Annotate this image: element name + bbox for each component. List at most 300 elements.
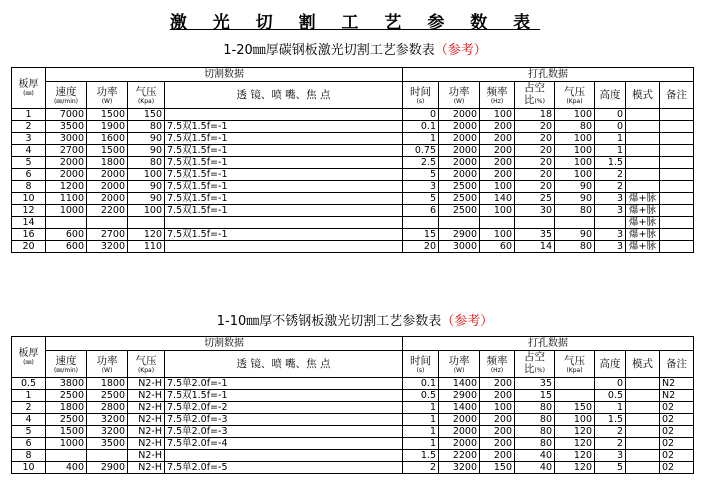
cell-pierce-gas: 120 [555, 462, 595, 474]
cell-mode [626, 157, 660, 169]
cell-thickness: 6 [12, 438, 46, 450]
cell-note [660, 229, 694, 241]
table1-subtitle [0, 39, 710, 58]
cell-note: 02 [660, 402, 694, 414]
cell-speed [46, 217, 87, 229]
header-power-label: 功率 [96, 354, 118, 367]
cell-speed: 400 [46, 462, 87, 474]
cell-speed: 2500 [46, 390, 87, 402]
header-height-label: 高度 [599, 89, 621, 101]
header-pierce-gas [555, 351, 595, 378]
header-height [595, 82, 626, 109]
cell-time: 1 [403, 414, 439, 426]
cell-speed: 600 [46, 241, 87, 253]
cell-note: 02 [660, 462, 694, 474]
cell-freq: 200 [480, 390, 515, 402]
cell-pierce-power: 2900 [439, 390, 480, 402]
cell-speed: 2500 [46, 414, 87, 426]
cell-power: 3200 [87, 241, 128, 253]
header-power [87, 351, 128, 378]
header-row-2 [12, 351, 694, 378]
cell-pierce-gas: 80 [555, 241, 595, 253]
stainless-steel-table [11, 336, 694, 474]
header-speed [46, 82, 87, 109]
header-mode [626, 351, 660, 378]
cell-duty: 20 [515, 145, 555, 157]
cell-power: 1800 [87, 157, 128, 169]
carbon-steel-table [11, 67, 694, 253]
cell-pierce-gas: 100 [555, 145, 595, 157]
cell-lens: 7.5单2.0f=-5 [165, 462, 403, 474]
cell-thickness: 10 [12, 462, 46, 474]
cell-pierce-gas: 100 [555, 109, 595, 121]
table-row [12, 438, 694, 450]
cell-pierce-gas: 120 [555, 426, 595, 438]
cell-pierce-power: 2500 [439, 181, 480, 193]
cell-gas: 100 [128, 205, 165, 217]
table-row [12, 462, 694, 474]
cell-speed: 1100 [46, 193, 87, 205]
cell-pierce-power: 2200 [439, 450, 480, 462]
cell-power: 1500 [87, 145, 128, 157]
table-row [12, 133, 694, 145]
cell-gas: 80 [128, 157, 165, 169]
group-pierce-header: 打孔数据 [403, 337, 694, 351]
header-speed-unit: (㎜/min) [53, 366, 79, 374]
cell-freq: 150 [480, 462, 515, 474]
header-freq-label: 频率 [486, 85, 508, 98]
header-thickness [12, 68, 46, 109]
cell-gas: 110 [128, 241, 165, 253]
cell-height: 0 [595, 109, 626, 121]
group-cut-header: 切割数据 [46, 68, 403, 82]
cell-freq: 100 [480, 181, 515, 193]
cell-gas: N2-H [128, 450, 165, 462]
header-lens-label: 透 镜、喷 嘴、焦 点 [236, 358, 331, 370]
cell-note [660, 181, 694, 193]
cell-duty: 20 [515, 157, 555, 169]
cell-height [595, 217, 626, 229]
table2-subtitle [0, 310, 710, 329]
cell-power: 2200 [87, 205, 128, 217]
cell-time: 2.5 [403, 157, 439, 169]
cell-pierce-gas: 100 [555, 414, 595, 426]
cell-power: 2500 [87, 390, 128, 402]
cell-speed: 3500 [46, 121, 87, 133]
cell-power: 2900 [87, 462, 128, 474]
cell-duty: 20 [515, 169, 555, 181]
header-gas [128, 351, 165, 378]
cell-lens: 7.5双1.5f=-1 [165, 133, 403, 145]
cell-lens: 7.5双1.5f=-1 [165, 181, 403, 193]
header-thickness-unit: (㎜) [23, 90, 34, 97]
cell-speed: 2000 [46, 157, 87, 169]
cell-duty: 40 [515, 450, 555, 462]
cell-lens [165, 241, 403, 253]
cell-freq: 200 [480, 414, 515, 426]
cell-power: 2700 [87, 229, 128, 241]
cell-lens [165, 450, 403, 462]
header-duty-label: 占空 [524, 351, 545, 363]
cell-time: 20 [403, 241, 439, 253]
header-thickness-label: 板厚 [18, 348, 39, 359]
header-note [660, 82, 694, 109]
cell-mode [626, 121, 660, 133]
header-row-2 [12, 82, 694, 109]
cell-note [660, 169, 694, 181]
table2-subtitle-ref: （参考） [441, 314, 494, 329]
cell-mode: 爆+脉 [626, 241, 660, 253]
cell-freq: 100 [480, 205, 515, 217]
cell-duty: 80 [515, 426, 555, 438]
cell-freq: 60 [480, 241, 515, 253]
cell-gas: N2-H [128, 390, 165, 402]
header-height [595, 351, 626, 378]
header-pierce-gas-unit: (Kpa) [566, 97, 583, 105]
table-row [12, 402, 694, 414]
cell-time: 1 [403, 133, 439, 145]
cell-freq: 100 [480, 109, 515, 121]
cell-freq: 200 [480, 426, 515, 438]
header-row-1 [12, 337, 694, 351]
cell-freq: 200 [480, 157, 515, 169]
header-pierce-power-unit: (W) [453, 366, 465, 374]
cell-height: 1 [595, 133, 626, 145]
cell-gas: 100 [128, 169, 165, 181]
cell-mode [626, 426, 660, 438]
header-thickness-label: 板厚 [18, 79, 39, 90]
cell-height: 5 [595, 462, 626, 474]
cell-note [660, 145, 694, 157]
cell-note [660, 133, 694, 145]
cell-time: 0.75 [403, 145, 439, 157]
header-thickness-unit: (㎜) [23, 359, 34, 366]
cell-mode [626, 109, 660, 121]
header-pierce-gas-unit: (Kpa) [566, 366, 583, 374]
cell-lens: 7.5双1.5f=-1 [165, 229, 403, 241]
header-pierce-power [439, 351, 480, 378]
cell-thickness: 20 [12, 241, 46, 253]
header-freq-label: 频率 [486, 354, 508, 367]
group-cut-header: 切割数据 [46, 337, 403, 351]
table-row [12, 109, 694, 121]
header-time-label: 时间 [410, 354, 431, 367]
header-duty-label-2: 比 [524, 94, 535, 106]
cell-speed: 1800 [46, 402, 87, 414]
cell-height: 3 [595, 229, 626, 241]
cell-lens: 7.5单2.0f=-2 [165, 402, 403, 414]
cell-power [87, 217, 128, 229]
cell-gas: 120 [128, 229, 165, 241]
cell-thickness: 2 [12, 402, 46, 414]
header-gas-label: 气压 [135, 354, 157, 367]
header-note [660, 351, 694, 378]
cell-duty: 15 [515, 390, 555, 402]
cell-mode: 爆+脉 [626, 217, 660, 229]
header-freq-unit: (Hz) [490, 97, 504, 105]
cell-freq: 140 [480, 193, 515, 205]
cell-gas: N2-H [128, 402, 165, 414]
cell-time: 15 [403, 229, 439, 241]
cell-note: 02 [660, 450, 694, 462]
cell-mode [626, 402, 660, 414]
header-pierce-gas-label: 气压 [564, 85, 585, 98]
header-gas [128, 82, 165, 109]
cell-power: 3200 [87, 414, 128, 426]
cell-duty: 14 [515, 241, 555, 253]
cell-freq: 200 [480, 121, 515, 133]
cell-lens: 7.5双1.5f=-1 [165, 157, 403, 169]
cell-thickness: 8 [12, 450, 46, 462]
cell-power: 3200 [87, 426, 128, 438]
table-row [12, 378, 694, 390]
table-row [12, 414, 694, 426]
cell-pierce-power: 2000 [439, 157, 480, 169]
cell-speed: 1000 [46, 438, 87, 450]
cell-note [660, 121, 694, 133]
table-row [12, 450, 694, 462]
cell-freq: 200 [480, 133, 515, 145]
cell-mode [626, 390, 660, 402]
cell-gas: N2-H [128, 414, 165, 426]
cell-pierce-power: 2000 [439, 121, 480, 133]
cell-lens: 7.5单2.0f=-3 [165, 426, 403, 438]
cell-duty: 30 [515, 205, 555, 217]
cell-duty: 25 [515, 193, 555, 205]
cell-height: 3 [595, 205, 626, 217]
group-pierce-header: 打孔数据 [403, 68, 694, 82]
cell-freq: 100 [480, 229, 515, 241]
cell-thickness: 14 [12, 217, 46, 229]
cell-freq [480, 217, 515, 229]
cell-lens: 7.5双1.5f=-1 [165, 169, 403, 181]
cell-time: 1.5 [403, 450, 439, 462]
cell-gas: 150 [128, 109, 165, 121]
cell-height: 1 [595, 402, 626, 414]
table-row [12, 217, 694, 229]
cell-time: 1 [403, 402, 439, 414]
header-mode-label: 模式 [632, 358, 653, 370]
cell-note [660, 217, 694, 229]
cell-speed: 3800 [46, 378, 87, 390]
header-pierce-power [439, 82, 480, 109]
cell-time: 3 [403, 181, 439, 193]
cell-note: N2 [660, 390, 694, 402]
cell-power: 2000 [87, 169, 128, 181]
cell-duty: 20 [515, 121, 555, 133]
cell-speed: 2700 [46, 145, 87, 157]
cell-pierce-gas: 150 [555, 402, 595, 414]
cell-pierce-gas: 100 [555, 157, 595, 169]
header-mode [626, 82, 660, 109]
cell-thickness: 6 [12, 169, 46, 181]
cell-freq: 200 [480, 169, 515, 181]
header-speed-label: 速度 [55, 85, 77, 98]
header-pierce-power-label: 功率 [448, 354, 470, 367]
cell-height: 2 [595, 438, 626, 450]
cell-height: 1 [595, 145, 626, 157]
cell-thickness: 3 [12, 133, 46, 145]
cell-duty: 40 [515, 462, 555, 474]
cell-power: 3500 [87, 438, 128, 450]
cell-height: 1.5 [595, 157, 626, 169]
cell-power: 1500 [87, 109, 128, 121]
cell-time: 6 [403, 205, 439, 217]
cell-thickness: 2 [12, 121, 46, 133]
cell-thickness: 4 [12, 414, 46, 426]
cell-time: 1 [403, 426, 439, 438]
cell-pierce-power: 2000 [439, 426, 480, 438]
cell-pierce-power [439, 217, 480, 229]
cell-thickness: 0.5 [12, 378, 46, 390]
header-duty-unit: (%) [534, 98, 545, 105]
header-note-label: 备注 [666, 358, 687, 370]
cell-thickness: 1 [12, 390, 46, 402]
cell-mode [626, 378, 660, 390]
cell-lens [165, 109, 403, 121]
cell-mode [626, 181, 660, 193]
header-speed [46, 351, 87, 378]
cell-power: 2000 [87, 181, 128, 193]
cell-height: 3 [595, 450, 626, 462]
cell-freq: 200 [480, 378, 515, 390]
cell-mode: 爆+脉 [626, 193, 660, 205]
cell-note [660, 205, 694, 217]
cell-mode [626, 414, 660, 426]
cell-pierce-gas: 90 [555, 193, 595, 205]
header-note-label: 备注 [666, 89, 687, 101]
cell-height: 2 [595, 169, 626, 181]
cell-time: 0.1 [403, 121, 439, 133]
cell-lens: 7.5双1.5f=-1 [165, 193, 403, 205]
cell-pierce-power: 3000 [439, 241, 480, 253]
header-duty-unit: (%) [534, 367, 545, 374]
cell-pierce-gas [555, 378, 595, 390]
cell-freq: 200 [480, 145, 515, 157]
cell-pierce-power: 2000 [439, 145, 480, 157]
cell-mode [626, 462, 660, 474]
table-row [12, 145, 694, 157]
header-duty [515, 82, 555, 109]
header-duty [515, 351, 555, 378]
cell-duty [515, 217, 555, 229]
table-row [12, 157, 694, 169]
cell-lens: 7.5双1.5f=-1 [165, 390, 403, 402]
header-freq [480, 351, 515, 378]
cell-speed: 7000 [46, 109, 87, 121]
cell-lens: 7.5单2.0f=-3 [165, 414, 403, 426]
table2-subtitle-main: 1-10㎜厚不锈钢板激光切割工艺参数表 [216, 314, 442, 329]
cell-power: 2000 [87, 193, 128, 205]
header-power [87, 82, 128, 109]
header-speed-label: 速度 [55, 354, 77, 367]
cell-speed: 1500 [46, 426, 87, 438]
cell-gas: N2-H [128, 426, 165, 438]
cell-power: 2800 [87, 402, 128, 414]
cell-lens: 7.5单2.0f=-4 [165, 438, 403, 450]
table-row [12, 169, 694, 181]
cell-mode: 爆+脉 [626, 205, 660, 217]
cell-note: N2 [660, 378, 694, 390]
cell-freq: 100 [480, 402, 515, 414]
cell-speed: 600 [46, 229, 87, 241]
cell-pierce-power: 2500 [439, 205, 480, 217]
cell-freq: 200 [480, 438, 515, 450]
page-title: 激 光 切 割 工 艺 参 数 表 [169, 13, 541, 33]
header-thickness [12, 337, 46, 378]
cell-speed: 3000 [46, 133, 87, 145]
cell-note [660, 193, 694, 205]
cell-duty: 20 [515, 181, 555, 193]
cell-pierce-gas: 120 [555, 450, 595, 462]
cell-height: 3 [595, 241, 626, 253]
cell-duty: 18 [515, 109, 555, 121]
cell-pierce-gas: 80 [555, 205, 595, 217]
cell-thickness: 8 [12, 181, 46, 193]
header-freq-unit: (Hz) [490, 366, 504, 374]
cell-gas: 90 [128, 133, 165, 145]
cell-mode: 爆+脉 [626, 229, 660, 241]
cell-gas: 80 [128, 121, 165, 133]
cell-gas [128, 217, 165, 229]
cell-pierce-gas: 120 [555, 438, 595, 450]
cell-duty: 35 [515, 229, 555, 241]
header-gas-label: 气压 [135, 85, 157, 98]
header-time-label: 时间 [410, 85, 431, 98]
cell-height: 1.5 [595, 414, 626, 426]
header-power-unit: (W) [101, 366, 113, 374]
cell-height: 2 [595, 181, 626, 193]
cell-power: 1600 [87, 133, 128, 145]
cell-pierce-power: 1400 [439, 378, 480, 390]
cell-note: 02 [660, 438, 694, 450]
header-row-1 [12, 68, 694, 82]
cell-mode [626, 450, 660, 462]
cell-pierce-power: 3200 [439, 462, 480, 474]
cell-pierce-power: 2000 [439, 438, 480, 450]
table-row [12, 193, 694, 205]
cell-pierce-power: 2000 [439, 169, 480, 181]
cell-lens [165, 217, 403, 229]
cell-pierce-power: 2500 [439, 193, 480, 205]
header-gas-unit: (Kpa) [137, 97, 155, 105]
cell-power: 1800 [87, 378, 128, 390]
cell-mode [626, 133, 660, 145]
cell-height: 3 [595, 193, 626, 205]
header-power-unit: (W) [101, 97, 113, 105]
cell-pierce-gas: 80 [555, 121, 595, 133]
header-time [403, 351, 439, 378]
table-row [12, 241, 694, 253]
cell-thickness: 10 [12, 193, 46, 205]
cell-pierce-gas: 100 [555, 169, 595, 181]
cell-time: 2 [403, 462, 439, 474]
cell-gas: 90 [128, 181, 165, 193]
cell-pierce-power: 2000 [439, 133, 480, 145]
cell-note: 02 [660, 426, 694, 438]
cell-time: 0 [403, 109, 439, 121]
header-gas-unit: (Kpa) [137, 366, 155, 374]
cell-time: 0.5 [403, 390, 439, 402]
cell-pierce-gas [555, 390, 595, 402]
table-row [12, 390, 694, 402]
header-pierce-power-label: 功率 [448, 85, 470, 98]
cell-duty: 20 [515, 133, 555, 145]
cell-duty: 80 [515, 402, 555, 414]
header-time [403, 82, 439, 109]
cell-speed: 1000 [46, 205, 87, 217]
cell-note [660, 157, 694, 169]
